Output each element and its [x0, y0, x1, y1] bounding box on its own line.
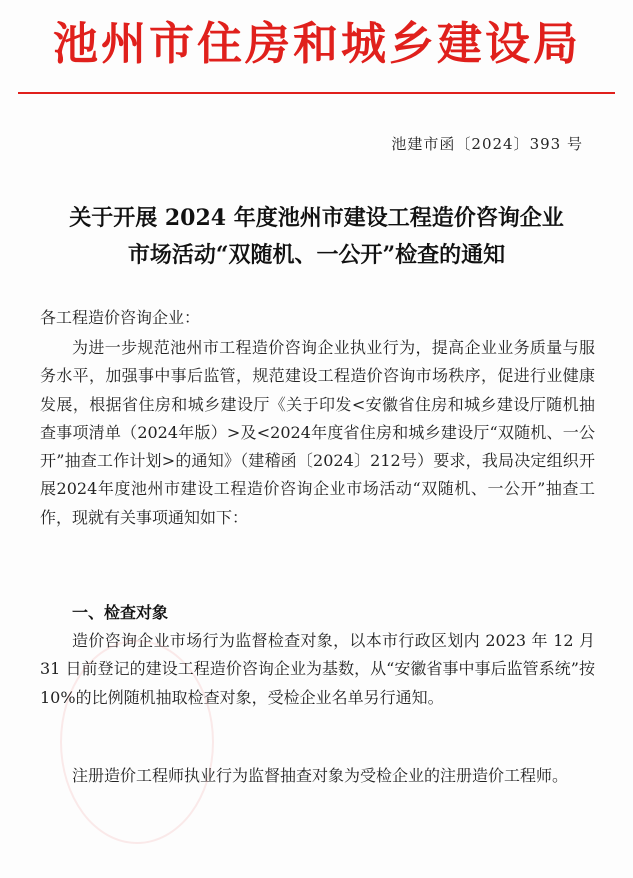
- salutation: 各工程造价咨询企业：: [40, 308, 201, 327]
- title-line-1: 关于开展 2024 年度池州市建设工程造价咨询企业: [69, 205, 564, 231]
- letterhead-red-rule: [18, 92, 615, 94]
- letterhead-org-name: 池州市住房和城乡建设局: [52, 17, 581, 70]
- body-paragraph-3: 注册造价工程师执业行为监督抽查对象为受检企业的注册造价工程师。: [72, 766, 569, 785]
- title-line-2: 市场活动“双随机、一公开”检查的通知: [127, 242, 506, 268]
- body-paragraph-2: 造价咨询企业市场行为监督检查对象，以本市行政区划内 2023 年 12 月 31 日前登记的建设工程造价咨询企业为基数，从“安徽省事中事后监管系统”按 10%的比例随机抽取检查对象，受检企业名单另行通知。: [40, 631, 595, 707]
- document-title: [20, 200, 613, 274]
- document-number: 池建市函〔2024〕393 号: [391, 135, 583, 153]
- section-heading-1: 一、检查对象: [72, 603, 169, 622]
- body-paragraph-1: 为进一步规范池州市工程造价咨询企业执业行为，提高企业业务质量与服务水平，加强事中事后监管，规范建设工程造价咨询市场秩序，促进行业健康发展，根据省住房和城乡建设厅《关于印发<安徽省住房和城乡建设厅随机抽查事项清单（2024年版）>及<2024年度省住房和城乡建设厅“双随机、一公开”抽查工作计划>的通知》（建稽函〔2024〕212号）要求，我局决定组织开展2024年度池州市建设工程造价咨询企业市场活动“双随机、一公开”抽查工作，现就有关事项通知如下：: [40, 338, 595, 527]
